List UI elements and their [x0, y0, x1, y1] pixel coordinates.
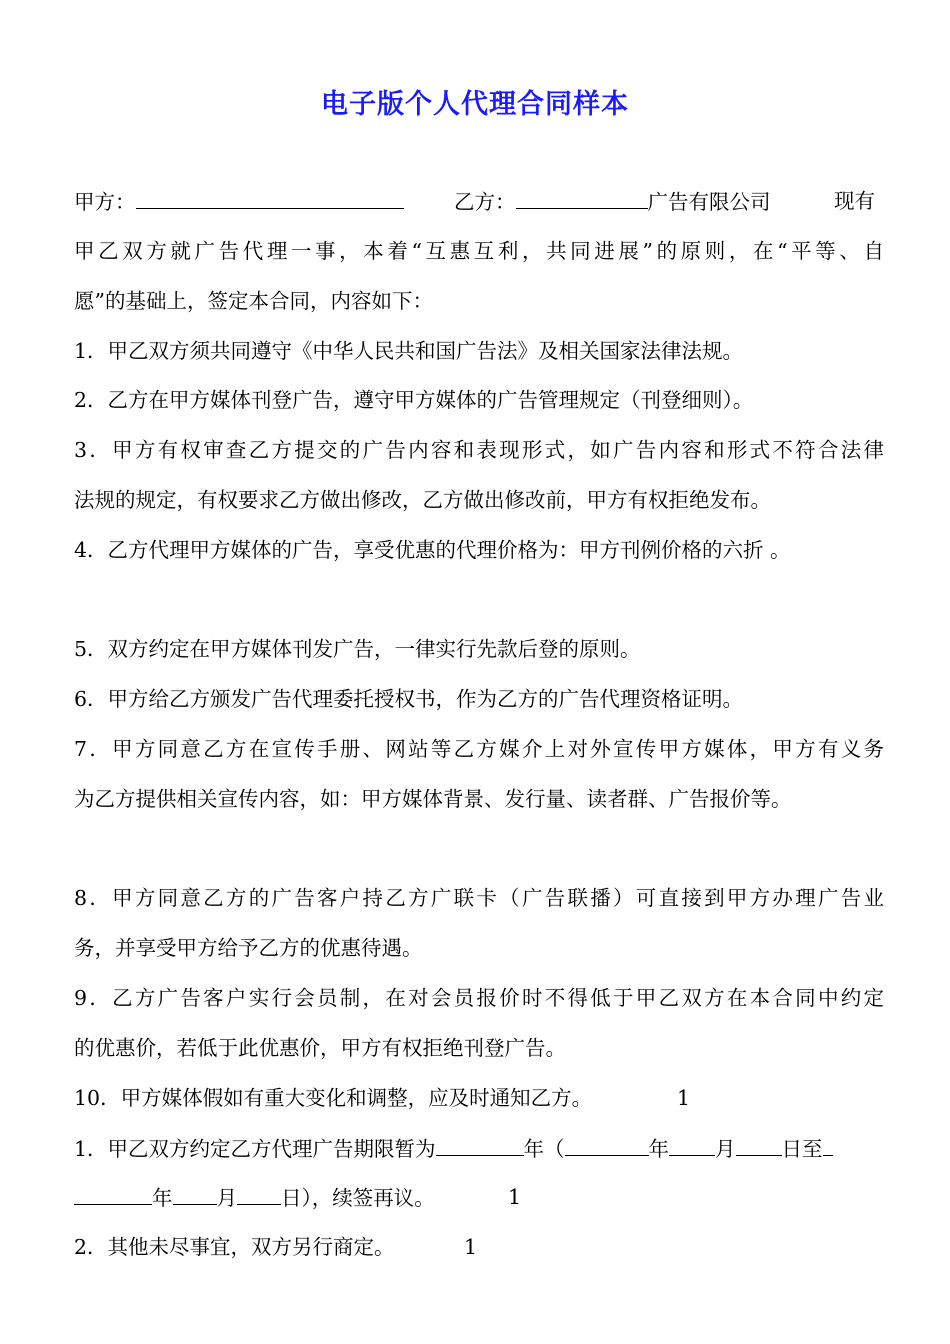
other-clause: 2．其他未尽事宜，双方另行商定。	[74, 1235, 395, 1259]
term-open-paren: （	[544, 1137, 565, 1161]
term-years-blank	[436, 1133, 524, 1156]
page-mark-2: 1	[508, 1185, 522, 1209]
clause-6: 6．甲方给乙方颁发广告代理委托授权书，作为乙方的广告代理资格证明。	[74, 687, 744, 711]
intro-line-2: 甲乙双方就广告代理一事，本着“互惠互利，共同进展”的原则，在“平等、自	[74, 239, 884, 263]
clause-3: 3．甲方有权审查乙方提交的广告内容和表现形式，如广告内容和形式不符合法律	[74, 438, 884, 462]
start-month-label: 月	[715, 1137, 736, 1161]
clause-5: 5．双方约定在甲方媒体刊发广告，一律实行先款后登的原则。	[74, 637, 641, 661]
end-year-label: 年	[152, 1186, 173, 1210]
clause-9-cont: 的优惠价，若低于此优惠价，甲方有权拒绝刊登广告。	[74, 1036, 566, 1060]
party-b-blank	[516, 186, 648, 209]
clause-7: 7．甲方同意乙方在宣传手册、网站等乙方媒介上对外宣传甲方媒体，甲方有义务	[74, 737, 884, 761]
end-day-blank	[237, 1182, 281, 1205]
start-year-label: 年	[648, 1137, 670, 1161]
term-year-label: 年	[523, 1137, 545, 1161]
start-day-to-label: 日至	[781, 1137, 823, 1161]
term-prefix: 1．甲乙双方约定乙方代理广告期限暂为	[74, 1137, 436, 1161]
start-day-blank	[736, 1133, 782, 1156]
term-line-2	[74, 1182, 884, 1213]
clause-4: 4．乙方代理甲方媒体的广告，享受优惠的代理价格为：甲方刊例价格的六折 。	[74, 538, 791, 562]
clause-10: 10．甲方媒体假如有重大变化和调整，应及时通知乙方。	[74, 1086, 593, 1110]
page-mark-1: 1	[677, 1086, 691, 1110]
term-line-2-end: 日），续签再议。	[281, 1186, 435, 1210]
clause-7-cont: 为乙方提供相关宣传内容，如：甲方媒体背景、发行量、读者群、广告报价等。	[74, 787, 792, 811]
end-month-blank	[173, 1182, 217, 1205]
party-b-suffix: 广告有限公司	[647, 190, 771, 214]
other-line	[74, 1232, 884, 1262]
clause-1: 1．甲乙双方须共同遵守《中华人民共和国广告法》及相关国家法律法规。	[74, 339, 744, 363]
party-a-label: 甲方：	[74, 190, 136, 214]
term-line-1	[74, 1133, 884, 1164]
clause-3-cont: 法规的规定，有权要求乙方做出修改，乙方做出修改前，甲方有权拒绝发布。	[74, 488, 771, 512]
end-month-label: 月	[216, 1186, 237, 1210]
start-year-blank	[565, 1133, 649, 1156]
party-line	[74, 186, 884, 217]
trailing-blank	[823, 1133, 833, 1156]
clause-10-line	[74, 1083, 884, 1113]
clause-8-cont: 务，并享受甲方给予乙方的优惠待遇。	[74, 936, 423, 960]
clause-8: 8．甲方同意乙方的广告客户持乙方广联卡（广告联播）可直接到甲方办理广告业	[74, 886, 884, 910]
intro-line-3: 愿”的基础上，签定本合同，内容如下：	[74, 289, 433, 313]
page-mark-3: 1	[464, 1235, 478, 1259]
document-title: 电子版个人代理合同样本	[321, 89, 629, 120]
clause-9: 9．乙方广告客户实行会员制，在对会员报价时不得低于甲乙双方在本合同中约定	[74, 986, 884, 1010]
clause-2: 2．乙方在甲方媒体刊登广告，遵守甲方媒体的广告管理规定（刊登细则）。	[74, 388, 754, 412]
start-month-blank	[669, 1133, 715, 1156]
party-b-label: 乙方：	[454, 190, 516, 214]
intro-lead: 现有	[834, 189, 875, 213]
end-year-blank	[74, 1182, 152, 1205]
party-a-blank	[136, 186, 404, 209]
